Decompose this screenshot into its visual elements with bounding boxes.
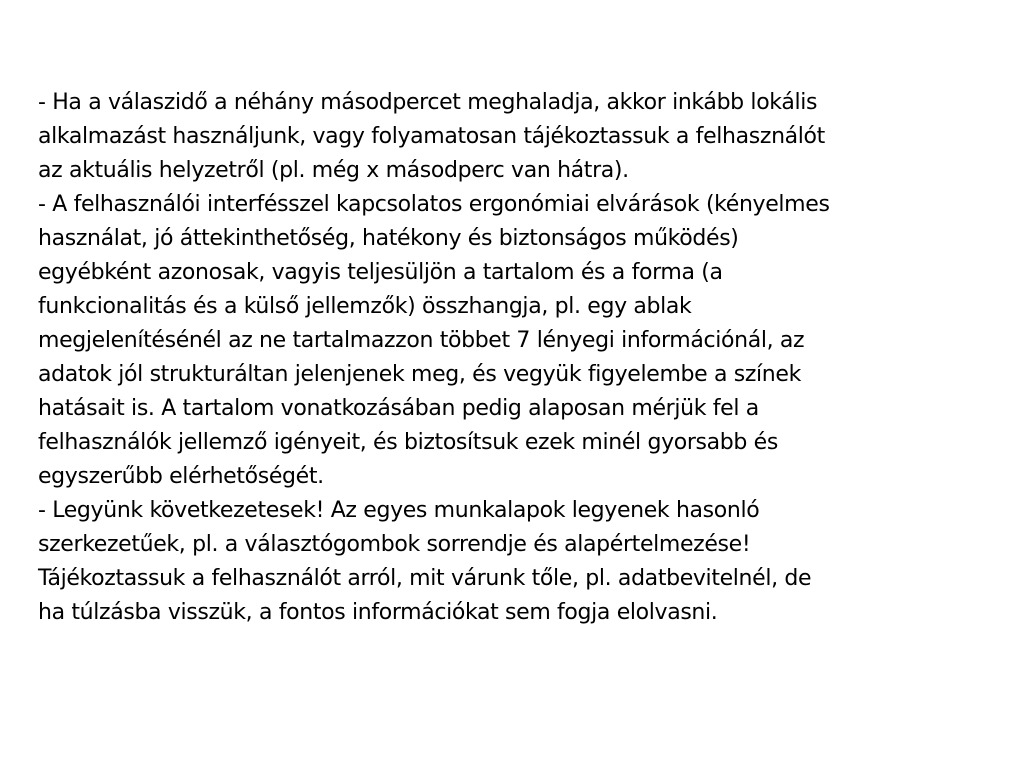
text-line: az aktuális helyzetről (pl. még x másodperc van hátra). <box>38 158 629 183</box>
text-line: Tájékoztassuk a felhasználót arról, mit várunk tőle, pl. adatbevitelnél, de <box>38 566 812 591</box>
text-line: egyszerűbb elérhetőségét. <box>38 464 324 489</box>
text-line: alkalmazást használjunk, vagy folyamatosan tájékoztassuk a felhasználót <box>38 124 825 149</box>
text-line: egyébként azonosak, vagyis teljesüljön a tartalom és a forma (a <box>38 260 723 285</box>
text-line: funkcionalitás és a külső jellemzők) összhangja, pl. egy ablak <box>38 294 692 319</box>
text-line: ha túlzásba visszük, a fontos információkat sem fogja elolvasni. <box>38 600 718 625</box>
body-text <box>38 86 978 630</box>
text-line: megjelenítésénél az ne tartalmazzon többet 7 lényegi információnál, az <box>38 328 805 353</box>
text-line: - A felhasználói interfésszel kapcsolatos ergonómiai elvárások (kényelmes <box>38 192 830 217</box>
text-line: szerkezetűek, pl. a választógombok sorrendje és alapértelmezése! <box>38 532 751 557</box>
text-line: adatok jól strukturáltan jelenjenek meg, és vegyük figyelembe a színek <box>38 362 801 387</box>
text-line: - Legyünk következetesek! Az egyes munkalapok legyenek hasonló <box>38 498 760 523</box>
text-line: használat, jó áttekinthetőség, hatékony és biztonságos működés) <box>38 226 739 251</box>
text-line: felhasználók jellemző igényeit, és biztosítsuk ezek minél gyorsabb és <box>38 430 778 455</box>
text-line: - Ha a válaszidő a néhány másodpercet meghaladja, akkor inkább lokális <box>38 90 818 115</box>
text-line: hatásait is. A tartalom vonatkozásában pedig alaposan mérjük fel a <box>38 396 759 421</box>
